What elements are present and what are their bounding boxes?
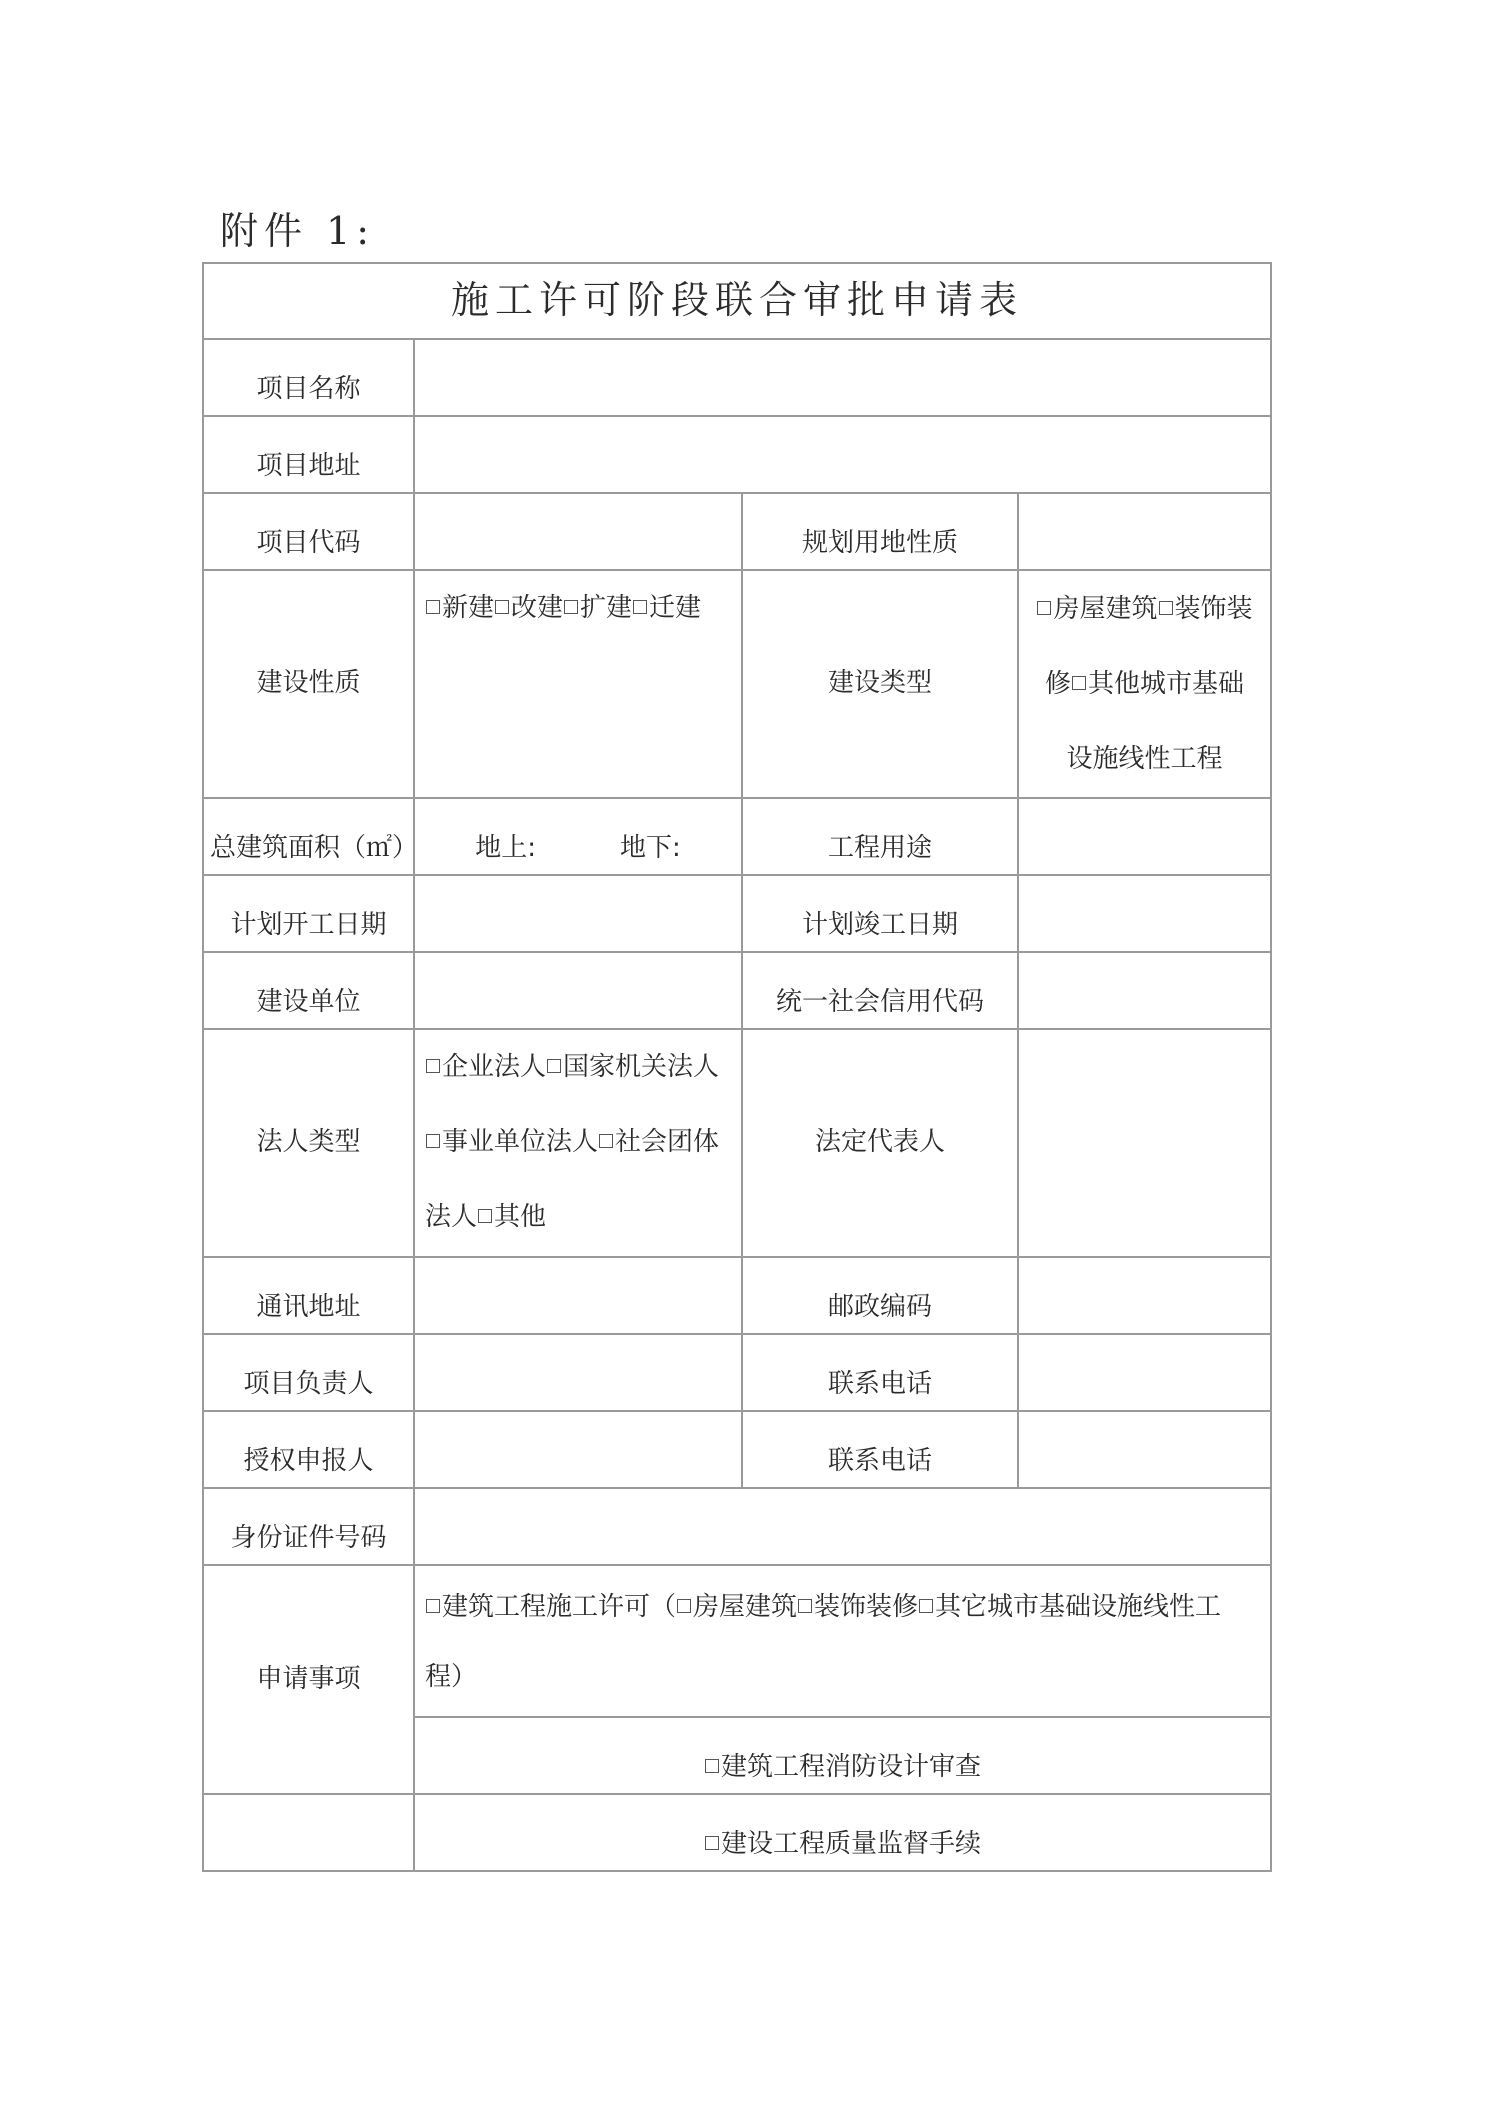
land-use-nature-field[interactable]	[1018, 493, 1271, 570]
option-enterprise-legal-person: 企业法人	[442, 1052, 547, 1082]
fire-design-review-text: 建筑工程消防设计审查	[721, 1751, 982, 1782]
postal-code-label: 邮政编码	[742, 1257, 1018, 1334]
project-name-label: 项目名称	[203, 339, 414, 416]
checkbox-construction-permit[interactable]	[426, 1599, 440, 1613]
option-rebuild: 改建	[511, 593, 564, 623]
application-item-fire-design-review	[414, 1717, 1271, 1794]
project-code-label: 项目代码	[203, 493, 414, 570]
construction-permit-text: 建筑工程施工许可（	[442, 1592, 677, 1622]
construction-unit-label: 建设单位	[203, 952, 414, 1029]
option-social-group-part2: 法人	[425, 1202, 478, 1232]
option-relocate: 迁建	[649, 593, 702, 623]
project-leader-field[interactable]	[414, 1334, 742, 1411]
quality-supervision-text: 建设工程质量监督手续	[721, 1828, 982, 1859]
land-use-nature-label: 规划用地性质	[742, 493, 1018, 570]
application-items-label: 申请事项	[203, 1565, 414, 1794]
id-number-label: 身份证件号码	[203, 1488, 414, 1565]
application-form-table	[202, 262, 1272, 1872]
option-social-group-part1: 社会团体	[615, 1127, 720, 1157]
postal-code-field[interactable]	[1018, 1257, 1271, 1334]
credit-code-field[interactable]	[1018, 952, 1271, 1029]
construction-permit-suffix: 程）	[425, 1662, 478, 1692]
checkbox-other-infrastructure[interactable]	[1072, 676, 1086, 690]
checkbox-decoration[interactable]	[1159, 601, 1173, 615]
checkbox-institution-legal-person[interactable]	[426, 1134, 440, 1148]
contact-phone-label: 联系电话	[742, 1334, 1018, 1411]
checkbox-permit-decoration[interactable]	[798, 1599, 812, 1613]
attachment-label: 附件 1:	[220, 209, 376, 253]
option-decoration-part1: 装饰装	[1174, 593, 1253, 624]
option-other-infrastructure-part1: 其他城市基础	[1088, 668, 1245, 699]
above-ground-label: 地上:	[475, 832, 536, 863]
option-institution-legal-person: 事业单位法人	[442, 1127, 599, 1157]
project-code-field[interactable]	[414, 493, 742, 570]
planned-start-date-field[interactable]	[414, 875, 742, 952]
legal-person-type-options	[414, 1029, 742, 1257]
permit-option-building: 房屋建筑	[693, 1592, 798, 1622]
permit-option-infrastructure: 其它城市基础设施线性工	[935, 1592, 1222, 1622]
authorized-applicant-field[interactable]	[414, 1411, 742, 1488]
checkbox-rebuild[interactable]	[495, 600, 509, 614]
engineering-purpose-label: 工程用途	[742, 798, 1018, 875]
option-other: 其他	[494, 1202, 547, 1232]
legal-representative-label: 法定代表人	[742, 1029, 1018, 1257]
planned-start-date-label: 计划开工日期	[203, 875, 414, 952]
project-address-label: 项目地址	[203, 416, 414, 493]
applicant-contact-phone-label: 联系电话	[742, 1411, 1018, 1488]
construction-nature-options	[414, 570, 742, 798]
engineering-purpose-field[interactable]	[1018, 798, 1271, 875]
below-ground-label: 地下:	[620, 832, 681, 863]
permit-option-decoration: 装饰装修	[814, 1592, 919, 1622]
planned-completion-date-field[interactable]	[1018, 875, 1271, 952]
applicant-contact-phone-field[interactable]	[1018, 1411, 1271, 1488]
checkbox-permit-building[interactable]	[677, 1599, 691, 1613]
checkbox-building[interactable]	[1037, 601, 1051, 615]
checkbox-other[interactable]	[478, 1209, 492, 1223]
mailing-address-field[interactable]	[414, 1257, 742, 1334]
total-floor-area-field[interactable]	[414, 798, 742, 875]
checkbox-quality-supervision[interactable]	[705, 1836, 719, 1850]
construction-nature-label: 建设性质	[203, 570, 414, 798]
checkbox-enterprise-legal-person[interactable]	[426, 1059, 440, 1073]
option-decoration-part2: 修	[1044, 668, 1071, 699]
checkbox-new-build[interactable]	[426, 600, 440, 614]
checkbox-relocate[interactable]	[633, 600, 647, 614]
id-number-field[interactable]	[414, 1488, 1271, 1565]
total-floor-area-label: 总建筑面积（㎡）	[203, 798, 414, 875]
option-state-organ-legal-person: 国家机关法人	[563, 1052, 720, 1082]
checkbox-expand[interactable]	[564, 600, 578, 614]
legal-representative-field[interactable]	[1018, 1029, 1271, 1257]
construction-unit-field[interactable]	[414, 952, 742, 1029]
option-building: 房屋建筑	[1053, 593, 1158, 624]
option-new-build: 新建	[442, 593, 495, 623]
contact-phone-field[interactable]	[1018, 1334, 1271, 1411]
application-item-construction-permit	[414, 1565, 1271, 1717]
credit-code-label: 统一社会信用代码	[742, 952, 1018, 1029]
checkbox-state-organ-legal-person[interactable]	[547, 1059, 561, 1073]
mailing-address-label: 通讯地址	[203, 1257, 414, 1334]
checkbox-fire-design-review[interactable]	[705, 1759, 719, 1773]
form-title: 施工许可阶段联合审批申请表	[203, 263, 1271, 339]
option-expand: 扩建	[580, 593, 633, 623]
construction-category-options	[1018, 570, 1271, 798]
legal-person-type-label: 法人类型	[203, 1029, 414, 1257]
checkbox-social-group[interactable]	[599, 1134, 613, 1148]
quality-supervision-blank-cell	[203, 1794, 414, 1871]
application-item-quality-supervision	[414, 1794, 1271, 1871]
authorized-applicant-label: 授权申报人	[203, 1411, 414, 1488]
construction-category-label: 建设类型	[742, 570, 1018, 798]
checkbox-permit-infrastructure[interactable]	[919, 1599, 933, 1613]
project-name-field[interactable]	[414, 339, 1271, 416]
project-address-field[interactable]	[414, 416, 1271, 493]
planned-completion-date-label: 计划竣工日期	[742, 875, 1018, 952]
option-other-infrastructure-part2: 设施线性工程	[1066, 743, 1223, 774]
project-leader-label: 项目负责人	[203, 1334, 414, 1411]
